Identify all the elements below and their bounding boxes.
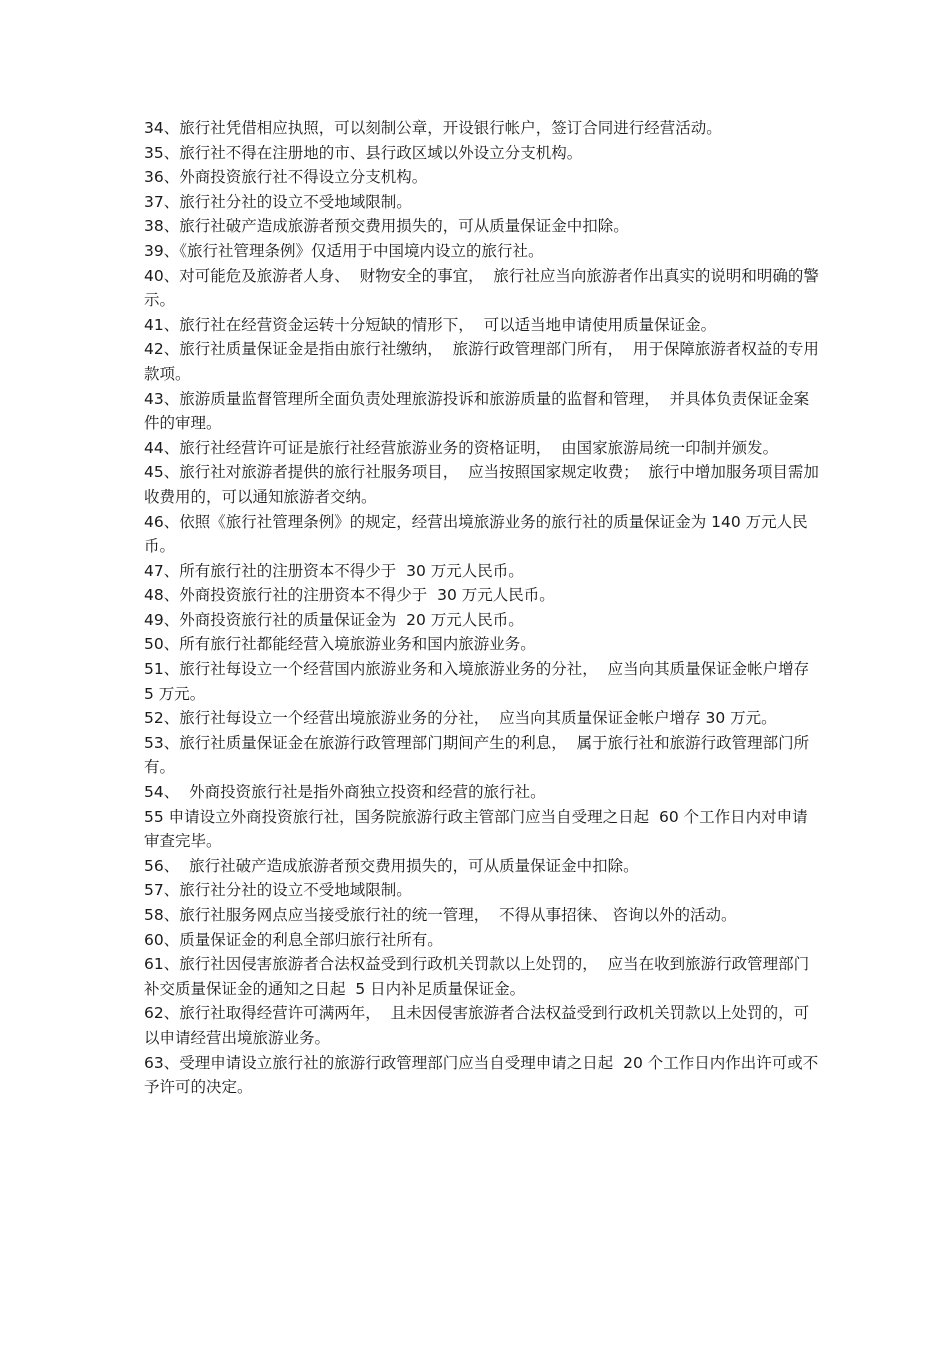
item-58: 58、旅行社服务网点应当接受旅行社的统一管理， 不得从事招徕、 咨询以外的活动。 — [144, 906, 737, 924]
item-39: 39、《旅行社管理条例》仅适用于中国境内设立的旅行社。 — [144, 241, 544, 260]
document-body — [144, 116, 819, 1100]
item-53: 53、旅行社质量保证金在旅游行政管理部门期间产生的利息， 属于旅行社和旅游行政管理部门所有。 — [144, 733, 810, 777]
item-45: 45、旅行社对旅游者提供的旅行社服务项目， 应当按照国家规定收费； 旅行中增加服务项目需加收费用的，可以通知旅游者交纳。 — [144, 463, 819, 506]
item-34: 34、旅行社凭借相应执照，可以刻制公章，开设银行帐户，签订合同进行经营活动。 — [144, 119, 722, 137]
item-51: 51、旅行社每设立一个经营国内旅游业务和入境旅游业务的分社， 应当向其质量保证金帐户增存 5 万元。 — [144, 660, 819, 703]
item-47: 47、所有旅行社的注册资本不得少于 30 万元人民币。 — [144, 561, 524, 580]
item-36: 36、外商投资旅行社不得设立分支机构。 — [144, 168, 428, 187]
item-57: 57、旅行社分社的设立不受地域限制。 — [144, 881, 412, 900]
item-49: 49、外商投资旅行社的质量保证金为 20 万元人民币。 — [144, 610, 524, 629]
item-37: 37、旅行社分社的设立不受地域限制。 — [144, 192, 412, 211]
item-52: 52、旅行社每设立一个经营出境旅游业务的分社， 应当向其质量保证金帐户增存 30 万元。 — [144, 709, 777, 728]
item-44: 44、旅行社经营许可证是旅行社经营旅游业务的资格证明， 由国家旅游局统一印制并颁发。 — [144, 438, 779, 457]
item-55: 55 申请设立外商投资旅行社，国务院旅游行政主管部门应当自受理之日起 60 个工作日内对申请审查完毕。 — [144, 807, 808, 851]
item-41: 41、旅行社在经营资金运转十分短缺的情形下， 可以适当地申请使用质量保证金。 — [144, 315, 717, 334]
item-46: 46、依照《旅行社管理条例》的规定，经营出境旅游业务的旅行社的质量保证金为 140 万元人民币。 — [144, 512, 808, 556]
item-54: 54、 外商投资旅行社是指外商独立投资和经营的旅行社。 — [144, 783, 546, 802]
item-43: 43、旅游质量监督管理所全面负责处理旅游投诉和旅游质量的监督和管理， 并具体负责保证金案件的审理。 — [144, 389, 810, 433]
item-63: 63、受理申请设立旅行社的旅游行政管理部门应当自受理申请之日起 20 个工作日内作出许可或不予许可的决定。 — [144, 1053, 819, 1097]
item-60: 60、质量保证金的利息全部归旅行社所有。 — [144, 930, 443, 949]
item-62: 62、旅行社取得经营许可满两年， 且未因侵害旅游者合法权益受到行政机关罚款以上处罚的，可以申请经营出境旅游业务。 — [144, 1004, 810, 1047]
item-50: 50、所有旅行社都能经营入境旅游业务和国内旅游业务。 — [144, 635, 536, 654]
item-61: 61、旅行社因侵害旅游者合法权益受到行政机关罚款以上处罚的， 应当在收到旅游行政管理部门补交质量保证金的通知之日起 5 日内补足质量保证金。 — [144, 955, 810, 998]
item-42: 42、旅行社质量保证金是指由旅行社缴纳， 旅游行政管理部门所有， 用于保障旅游者权益的专用款项。 — [144, 340, 819, 383]
item-35: 35、旅行社不得在注册地的市、县行政区域以外设立分支机构。 — [144, 143, 583, 162]
item-48: 48、外商投资旅行社的注册资本不得少于 30 万元人民币。 — [144, 586, 555, 605]
item-38: 38、旅行社破产造成旅游者预交费用损失的，可从质量保证金中扣除。 — [144, 217, 629, 236]
item-40: 40、对可能危及旅游者人身、 财物安全的事宜， 旅行社应当向旅游者作出真实的说明和明确的警示。 — [144, 266, 819, 310]
item-56: 56、 旅行社破产造成旅游者预交费用损失的，可从质量保证金中扣除。 — [144, 856, 639, 875]
